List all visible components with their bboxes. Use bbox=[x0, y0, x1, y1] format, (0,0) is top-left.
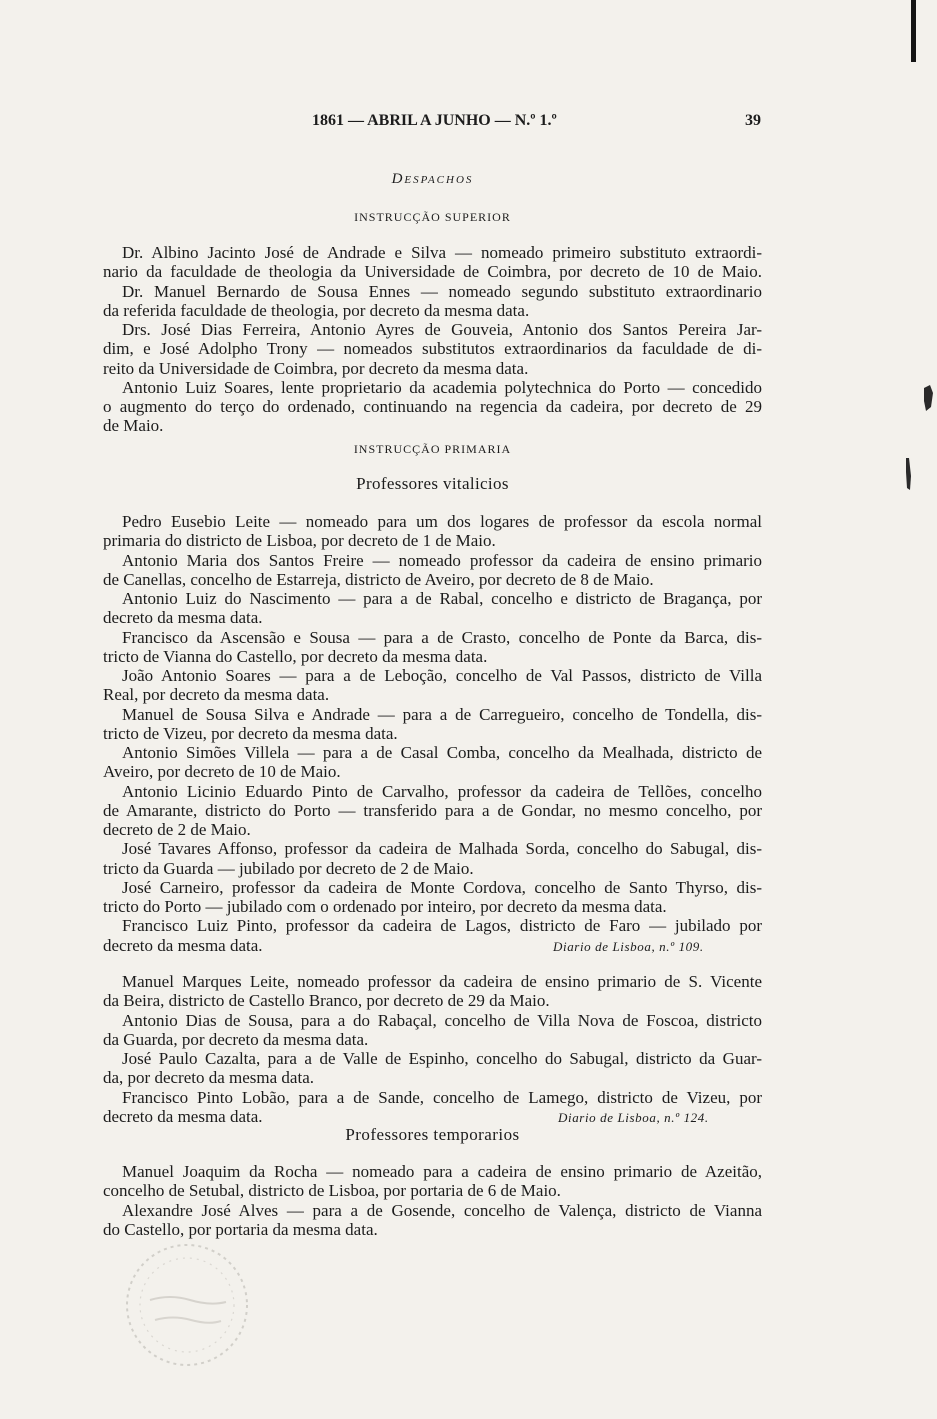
text-line bbox=[103, 397, 762, 416]
text-line bbox=[103, 936, 762, 955]
line-text: José Carneiro, professor da cadeira de Monte Cordova, concelho de Santo Thyrso, dis- bbox=[122, 877, 762, 897]
line-text: Drs. José Dias Ferreira, Antonio Ayres de Gouveia, Antonio dos Santos Pereira Jar- bbox=[122, 320, 762, 339]
text-line bbox=[103, 320, 762, 339]
line-text: Manuel Marques Leite, nomeado professor da cadeira de ensino primario de S. Vicente bbox=[122, 972, 762, 991]
paragraph bbox=[103, 705, 762, 744]
paragraph bbox=[103, 551, 762, 590]
temporarios-appointments bbox=[103, 1162, 762, 1239]
line-text: Antonio Luiz do Nascimento — para a de Rabal, concelho e districto de Bragança, por bbox=[122, 589, 762, 608]
text-line bbox=[103, 301, 762, 320]
text-line bbox=[103, 782, 762, 801]
library-stamp-icon bbox=[127, 1245, 247, 1365]
text-line bbox=[103, 378, 762, 397]
line-text: da, por decreto da mesma data. bbox=[103, 1068, 314, 1088]
heading-instruccao-superior: INSTRUCÇÃO SUPERIOR bbox=[354, 210, 511, 224]
text-line bbox=[103, 897, 762, 916]
text-line bbox=[103, 628, 762, 647]
line-text: da referida faculdade de theologia, por decreto da mesma data. bbox=[103, 300, 530, 320]
line-text: decreto da mesma data. bbox=[103, 608, 263, 628]
line-text: Aveiro, por decreto de 10 de Maio. bbox=[103, 762, 341, 782]
line-text: da Guarda, por decreto da mesma data. bbox=[103, 1029, 369, 1049]
line-text: de Amarante, districto do Porto — transferido para a de Gondar, no mesmo concelho, por bbox=[103, 800, 762, 820]
paragraph bbox=[103, 378, 762, 436]
line-text: Dr. Manuel Bernardo de Sousa Ennes — nomeado segundo substituto extraordinario bbox=[122, 281, 762, 301]
line-text: dim, e José Adolpho Trony — nomeados substitutos extraordinarios da faculdade de di- bbox=[103, 339, 762, 359]
line-text: Dr. Albino Jacinto José de Andrade e Silva — nomeado primeiro substituto extraordi- bbox=[122, 243, 762, 262]
text-line bbox=[103, 916, 762, 935]
text-line bbox=[103, 359, 762, 378]
paragraph bbox=[103, 1011, 762, 1050]
line-text: Antonio Licinio Eduardo Pinto de Carvalho, professor da cadeira de Tellões, concelho bbox=[122, 781, 762, 801]
line-text: tricto de Vizeu, por decreto da mesma data. bbox=[103, 723, 398, 743]
line-text: Real, por decreto da mesma data. bbox=[103, 685, 330, 705]
text-line bbox=[103, 589, 762, 608]
line-text: o augmento do terço do ordenado, continuando na regencia da cadeira, por decreto de 29 bbox=[103, 397, 762, 416]
text-line bbox=[103, 1030, 762, 1049]
running-header: 1861 — ABRIL A JUNHO — N.º 1.º bbox=[312, 112, 557, 129]
text-line bbox=[103, 820, 762, 839]
ink-mark bbox=[906, 385, 933, 490]
text-line bbox=[103, 339, 762, 358]
line-text: José Paulo Cazalta, para a de Valle de Espinho, concelho do Sabugal, districto da Guar- bbox=[122, 1049, 762, 1068]
text-line bbox=[103, 991, 762, 1010]
page-number: 39 bbox=[745, 112, 761, 129]
paragraph bbox=[103, 1088, 762, 1127]
text-line bbox=[103, 762, 762, 781]
text-line bbox=[103, 705, 762, 724]
text-line bbox=[103, 859, 762, 878]
paragraph bbox=[103, 282, 762, 321]
text-line bbox=[103, 666, 762, 685]
paragraph bbox=[103, 782, 762, 840]
source-citation: Diario de Lisboa, n.º 124. bbox=[558, 1110, 709, 1126]
paragraph bbox=[103, 1049, 762, 1088]
line-text: Antonio Luiz Soares, lente proprietario da academia polytechnica do Porto — concedido bbox=[122, 377, 762, 397]
line-text: reito da Universidade de Coimbra, por decreto da mesma data. bbox=[103, 358, 529, 378]
text-line bbox=[103, 1088, 762, 1107]
text-line bbox=[103, 1162, 762, 1181]
scan-edge-bar bbox=[911, 0, 916, 62]
line-text: José Tavares Affonso, professor da cadeira de Malhada Sorda, concelho do Sabugal, dis- bbox=[122, 839, 762, 859]
paragraph bbox=[103, 320, 762, 378]
paragraph bbox=[103, 589, 762, 628]
text-line bbox=[103, 551, 762, 570]
text-line bbox=[103, 1049, 762, 1068]
line-text: da Beira, districto de Castello Branco, por decreto de 29 da Maio. bbox=[103, 991, 550, 1011]
line-text: Antonio Simões Villela — para a de Casal Comba, concelho da Mealhada, districto de bbox=[122, 743, 762, 762]
text-line bbox=[103, 878, 762, 897]
text-line bbox=[103, 743, 762, 762]
paragraph bbox=[103, 628, 762, 667]
text-line bbox=[103, 839, 762, 858]
text-line bbox=[103, 972, 762, 991]
paragraph bbox=[103, 512, 762, 551]
vitalicios-group-1 bbox=[103, 512, 762, 955]
text-line bbox=[103, 608, 762, 627]
paragraph bbox=[103, 666, 762, 705]
line-text: Antonio Maria dos Santos Freire — nomeado professor da cadeira de ensino primario bbox=[122, 550, 762, 570]
line-text: Manuel de Sousa Silva e Andrade — para a de Carregueiro, concelho de Tondella, dis- bbox=[122, 704, 762, 724]
paragraph bbox=[103, 916, 762, 955]
paragraph bbox=[103, 1201, 762, 1240]
line-text: de Maio. bbox=[103, 416, 164, 436]
line-text: decreto da mesma data. bbox=[103, 1106, 263, 1126]
line-text: Francisco Pinto Lobão, para a de Sande, concelho de Lamego, districto de Vizeu, por bbox=[122, 1087, 762, 1107]
paragraph bbox=[103, 972, 762, 1011]
text-line bbox=[103, 1107, 762, 1126]
line-text: decreto de 2 de Maio. bbox=[103, 820, 251, 839]
source-citation: Diario de Lisboa, n.º 109. bbox=[553, 938, 704, 954]
paragraph bbox=[103, 1162, 762, 1201]
text-line bbox=[103, 570, 762, 589]
line-text: primaria do districto de Lisboa, por decreto de 1 de Maio. bbox=[103, 531, 496, 551]
text-line bbox=[103, 801, 762, 820]
text-line bbox=[103, 1068, 762, 1087]
line-text: concelho de Setubal, districto de Lisboa, por portaria de 6 de Maio. bbox=[103, 1181, 561, 1201]
text-line bbox=[103, 243, 762, 262]
line-text: tricto da Guarda — jubilado por decreto de 2 de Maio. bbox=[103, 858, 474, 878]
text-line bbox=[103, 1201, 762, 1220]
paragraph bbox=[103, 243, 762, 282]
text-line bbox=[103, 416, 762, 435]
text-line bbox=[103, 1181, 762, 1200]
text-line bbox=[103, 1220, 762, 1239]
text-line bbox=[103, 282, 762, 301]
subheading-professores-temporarios: Professores temporarios bbox=[345, 1125, 520, 1144]
paragraph bbox=[103, 878, 762, 917]
line-text: de Canellas, concelho de Estarreja, districto de Aveiro, por decreto de 8 de Maio. bbox=[103, 569, 654, 589]
line-text: decreto da mesma data. bbox=[103, 935, 263, 955]
line-text: Manuel Joaquim da Rocha — nomeado para a cadeira de ensino primario de Azeitão, bbox=[122, 1162, 762, 1181]
text-line bbox=[103, 531, 762, 550]
text-line bbox=[103, 262, 762, 281]
line-text: tricto do Porto — jubilado com o ordenado por inteiro, por decreto da mesma data. bbox=[103, 897, 667, 916]
line-text: Alexandre José Alves — para a de Gosende, concelho de Valença, districto de Vianna bbox=[122, 1200, 762, 1220]
line-text: nario da faculdade de theologia da Universidade de Coimbra, por decreto de 10 de Maio. bbox=[103, 262, 762, 282]
superior-appointments bbox=[103, 243, 762, 436]
line-text: João Antonio Soares — para a de Leboção, concelho de Val Passos, districto de Villa bbox=[122, 666, 762, 685]
line-text: tricto de Vianna do Castello, por decreto da mesma data. bbox=[103, 646, 488, 666]
paragraph bbox=[103, 743, 762, 782]
paragraph bbox=[103, 839, 762, 878]
line-text: Francisco da Ascensão e Sousa — para a de Crasto, concelho de Ponte da Barca, dis- bbox=[122, 627, 762, 647]
line-text: do Castello, por portaria da mesma data. bbox=[103, 1219, 378, 1239]
line-text: Antonio Dias de Sousa, para a do Rabaçal, concelho de Villa Nova de Foscoa, districto bbox=[122, 1010, 762, 1030]
section-title: Despachos bbox=[391, 171, 474, 187]
text-line bbox=[103, 685, 762, 704]
line-text: Francisco Luiz Pinto, professor da cadeira de Lagos, districto de Faro — jubilado por bbox=[122, 916, 762, 936]
vitalicios-group-2 bbox=[103, 972, 762, 1126]
line-text: Pedro Eusebio Leite — nomeado para um dos logares de professor da escola normal bbox=[122, 512, 762, 531]
subheading-professores-vitalicios: Professores vitalicios bbox=[356, 474, 509, 493]
heading-instruccao-primaria: INSTRUCÇÃO PRIMARIA bbox=[353, 442, 512, 456]
text-line bbox=[103, 647, 762, 666]
text-line bbox=[103, 512, 762, 531]
text-line bbox=[103, 724, 762, 743]
text-line bbox=[103, 1011, 762, 1030]
